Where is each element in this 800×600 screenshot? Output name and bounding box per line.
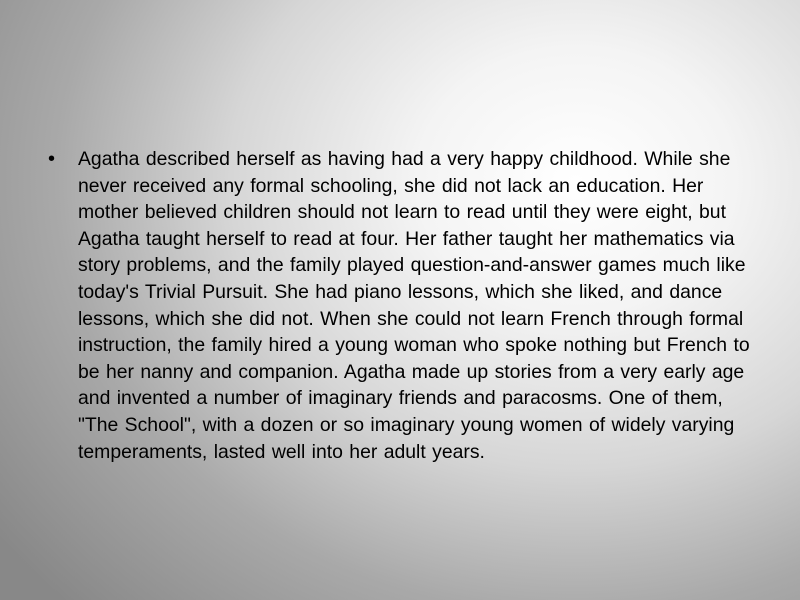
- bullet-item: [44, 146, 760, 465]
- bullet-paragraph: Agatha described herself as having had a very happy childhood. While she never received any formal schooling, she did not lack an education. Her mother believed children should not learn to read until they were eight, but Agatha taught herself to read at four. Her father taught her mathematics via story problems, and the family played question-and-answer games much like today's Trivial Pursuit. She had piano lessons, which she liked, and dance lessons, which she did not. When she could not learn French through formal instruction, the family hired a young woman who spoke nothing but French to be her nanny and companion. Agatha made up stories from a very early age and invented a number of imaginary friends and paracosms. One of them, "The School", with a dozen or so imaginary young women of widely varying temperaments, lasted well into her adult years.: [78, 148, 750, 463]
- bullet-marker: •: [48, 148, 56, 170]
- slide-content: [44, 146, 760, 465]
